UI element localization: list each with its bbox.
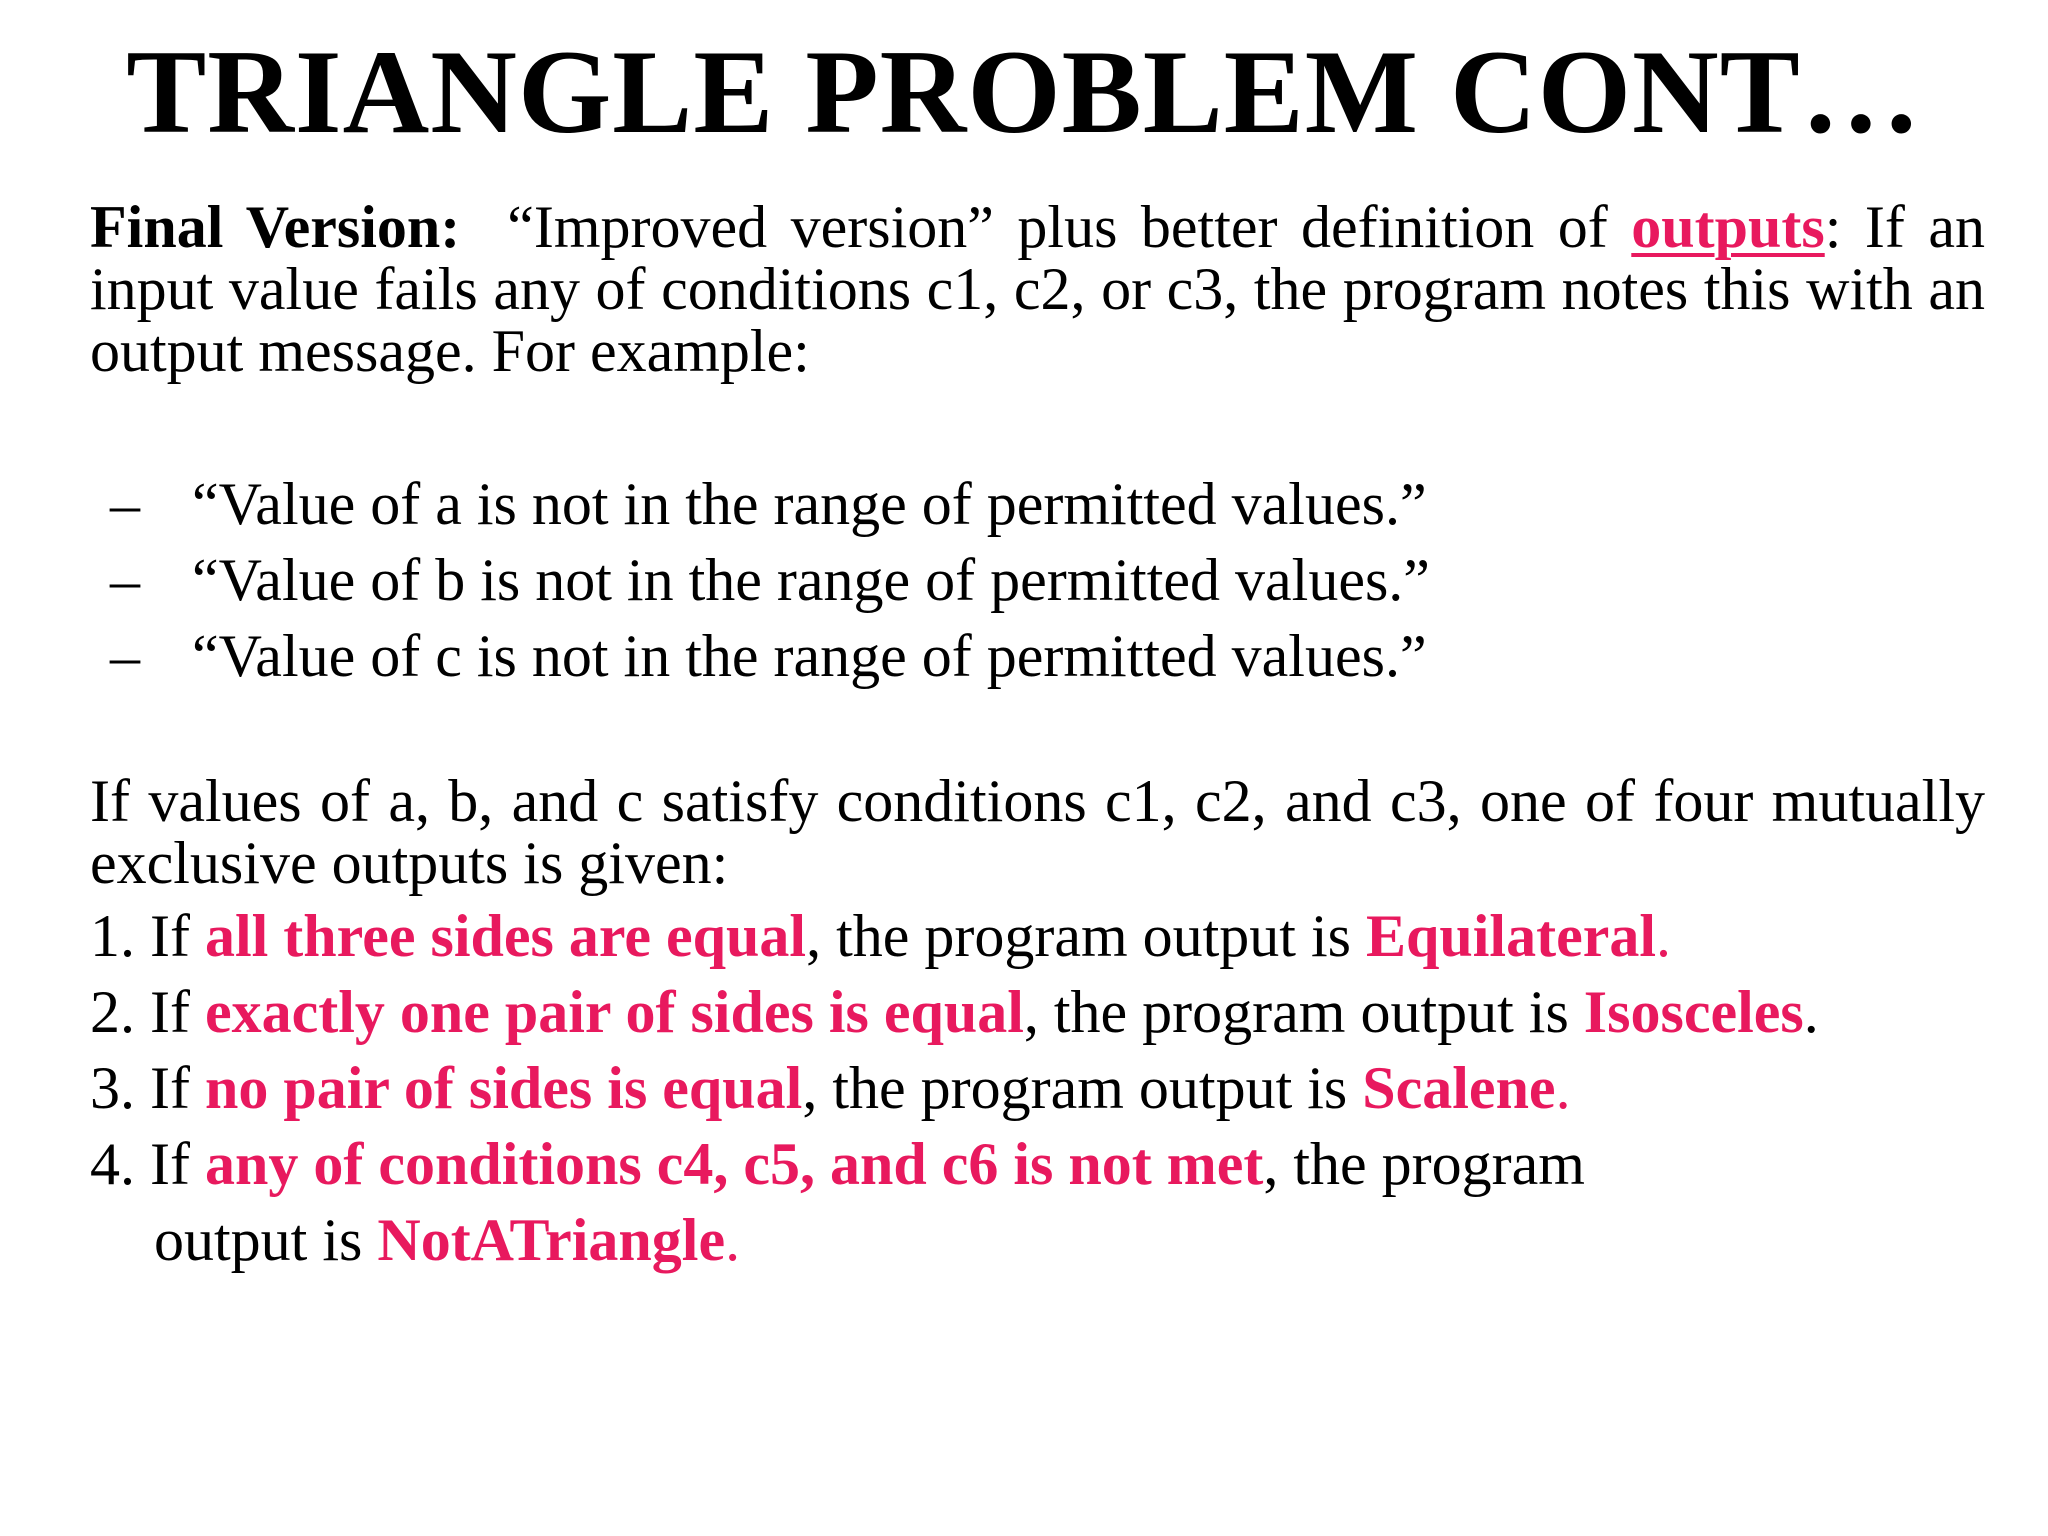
output-period: . — [1656, 903, 1671, 969]
output-number: 3. If — [90, 1055, 205, 1121]
final-version-text-2: : If an input value fails any of conditions c1, c2, or c3, the program notes this with an output message. For example: — [90, 194, 1985, 384]
list-item — [110, 542, 1430, 618]
output-text: , the program — [1263, 1131, 1585, 1197]
output-text: output is — [154, 1207, 378, 1273]
output-item-not-a-triangle — [90, 1126, 1819, 1278]
output-period: . — [1555, 1055, 1571, 1121]
error-message-b: “Value of b is not in the range of permitted values.” — [192, 547, 1430, 613]
error-message-list — [110, 466, 1430, 694]
output-number: 2. If — [90, 979, 205, 1045]
output-result: Isosceles — [1583, 979, 1804, 1045]
slide-title: TRIANGLE PROBLEM CONT… — [126, 25, 1922, 158]
error-message-c: “Value of c is not in the range of permitted values.” — [192, 623, 1427, 689]
output-condition: no pair of sides is equal — [204, 1055, 803, 1121]
output-item-scalene — [90, 1050, 1819, 1126]
output-text: , the program output is — [802, 1055, 1363, 1121]
output-text: , the program output is — [1023, 979, 1584, 1045]
output-period: . — [1803, 979, 1819, 1045]
output-item-isosceles — [90, 974, 1819, 1050]
dash-bullet-icon: – — [110, 623, 140, 689]
dash-bullet-icon: – — [110, 547, 140, 613]
outputs-list — [90, 898, 1819, 1278]
output-text: , the program output is — [806, 903, 1366, 969]
final-version-label: Final Version: — [90, 194, 461, 260]
output-result: NotATriangle — [377, 1207, 726, 1273]
output-number: 4. If — [90, 1131, 205, 1197]
final-version-text-1: “Improved version” plus better definition of — [460, 194, 1632, 260]
list-item — [110, 466, 1430, 542]
output-result: Scalene — [1362, 1055, 1556, 1121]
conditions-intro-paragraph: If values of a, b, and c satisfy conditions c1, c2, and c3, one of four mutually exclusive outputs is given: — [90, 768, 1985, 896]
output-item-equilateral — [90, 898, 1819, 974]
dash-bullet-icon: – — [110, 471, 140, 537]
output-condition: exactly one pair of sides is equal — [204, 979, 1024, 1045]
outputs-keyword: outputs — [1631, 194, 1825, 260]
output-period: . — [725, 1207, 741, 1273]
error-message-a: “Value of a is not in the range of permitted values.” — [192, 471, 1427, 537]
final-version-paragraph — [90, 196, 1985, 382]
output-condition: all three sides are equal — [204, 903, 807, 969]
output-continuation — [90, 1202, 1819, 1278]
output-condition: any of conditions c4, c5, and c6 is not met — [204, 1131, 1264, 1197]
list-item — [110, 618, 1430, 694]
output-number: 1. If — [90, 903, 205, 969]
output-result: Equilateral — [1365, 903, 1656, 969]
